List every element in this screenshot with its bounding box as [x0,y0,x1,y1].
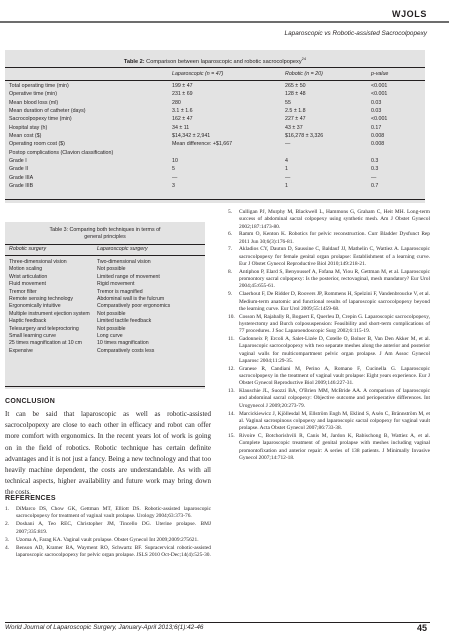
table-row [5,340,205,347]
table-3-header-rule [5,255,205,256]
table-2-bottom-rule [5,199,425,200]
table-cell: Mean blood loss (ml) [9,99,59,106]
table-cell: 34 ± 11 [172,124,190,131]
table-2-header-cell: p-value [371,71,389,77]
table-cell: Total operating time (min) [9,83,69,89]
table-cell: 1 [285,166,288,173]
table-cell: 0.3 [371,166,379,173]
reference-number: 1. [5,506,10,512]
table-3-header-cell: Robotic surgery [9,246,47,252]
table-cell: $14,342 ± 2,941 [172,133,211,140]
reference-text: Klauschie JL, Suozzi BA, O'Brien MM, McBride AA. A comparison of laparoscopic and abdominal sacral colpopexy: Objective outcome and perioperative differences. Int Urogynecol J 2009;20:273-79. [239,388,430,409]
table-cell: 265 ± 50 [285,83,306,89]
table-cell: 0.008 [371,133,385,140]
table-cell: Sacrocolpopexy time (min) [9,116,72,123]
table-cell: Grade IIIB [9,183,34,190]
reference-text: Marcickiewicz J, Kjöllesdal M, Ellström Engh M, Eklind S, Axén C, Brännström M, et al. Vaginal sacrospinous colpopexy and laparoscopic sacral colpopexy for vaginal vault prolapse. Acta Obstet Gynecol 2007;86:733-38. [239,410,430,432]
table-2-header-cell: Robotic (n = 20) [285,71,323,77]
table-3-top-rule [5,244,205,245]
table-2-header-cell: Laparoscopic (n = 47) [172,71,224,77]
table-row [5,266,205,273]
table-cell: 10 times magnification [97,340,149,347]
table-row [5,318,205,325]
reference-item [5,506,211,521]
reference-number: 7. [228,246,233,253]
table-2-caption-label: Table 2: [123,58,145,65]
reference-number: 12. [228,365,235,372]
table-2-caption-sup: 24 [301,56,307,61]
table-row [5,133,425,141]
table-row [5,348,205,355]
table-cell: Mean duration of catheter (days) [9,108,86,115]
table-cell: 3 [172,183,175,190]
conclusion-heading: CONCLUSION [5,398,56,405]
table-row [5,183,425,191]
reference-number: 4. [5,544,10,551]
table-row [5,150,425,158]
table-row [5,83,425,91]
reference-item [228,269,430,291]
table-cell: Tremor is magnified [97,288,143,295]
table-cell: 2.5 ± 1.8 [285,108,306,115]
table-cell: Comparatively poor ergonomics [97,303,171,310]
table-2-body [5,83,425,191]
reference-text: Granese R, Candiani M, Perino A, Romano F, Cucinella G. Laparoscopic sacrocolpopexy in the treatment of vaginal vault prolapse: Eight years experience. Eur J Obstet Gynecol Reproductive Biol 2009;146:227-31. [239,365,430,387]
reference-item [228,231,430,246]
reference-number: 6. [228,231,233,238]
table-cell: 5 [172,166,175,173]
table-2 [5,50,425,203]
table-cell: Wrist articulation [9,273,48,280]
table-cell: Multiple instrument ejection system [9,310,90,317]
table-row [5,274,205,281]
table-cell: 0.7 [371,183,379,190]
reference-number: 14. [228,410,235,417]
table-cell: — [285,174,291,181]
table-cell: 43 ± 37 [285,124,303,131]
table-row [5,175,425,183]
table-cell: Grade IIIA [9,174,34,181]
table-2-caption [5,56,425,65]
table-row [5,125,425,133]
table-cell: 280 [172,99,181,106]
table-row [5,158,425,166]
table-3-body [5,259,205,355]
table-row [5,311,205,318]
table-row [5,141,425,149]
table-cell: <0.001 [371,116,388,123]
table-cell: Postop complications (Clavion classification) [9,149,114,156]
reference-item [228,314,430,336]
table-cell: 1 [285,183,288,190]
reference-number: 2. [5,521,10,528]
table-cell: — [371,174,377,181]
table-cell: — [172,174,178,181]
reference-item [228,336,430,365]
table-row [5,303,205,310]
reference-item [228,209,430,231]
conclusion-paragraph: It can be said that laparoscopic as well as robotic-assisted sacrocolpopexy are close to each other in efficacy and robot can offer more comfort with ergonomics. In the recent years lot of work is going on in the field of robotics. Robotic technique has certain definite advantages and it is not just a fancy. Being a new technology and that too heavily machine dependent, the costs are understandable. As with all technical aspects, higher availability and future work may bring down the costs. [5,410,211,497]
table-row [5,281,205,288]
table-cell: 0.3 [371,158,379,165]
table-3-header-cell: Laparoscopic surgery [97,246,148,252]
table-row [5,91,425,99]
table-cell: Limited range of movement [97,273,160,280]
table-cell: Mean difference: +$1,667 [172,141,233,148]
table-cell: 0.03 [371,108,382,115]
reference-text: DiMarco DS, Chow GK, Gettman MT, Elliott DS. Robotic-assisted laparoscopic sacrocolpopexy for treatment of vaginal vault prolapse. Urology 2004;63:373-76. [16,506,211,520]
table-cell: 162 ± 47 [172,116,193,123]
table-cell: 55 [285,99,291,106]
reference-text: Claerhout F, De Ridder D, Roovers JP, Rommens H, Spelzini F, Vandenbroucke V, et al. Medium-term anatomic and functional results of laparoscopic sacrocolpopexy beyond the learning curve. Eur Urol 2009;55:1459-68. [239,291,430,312]
reference-text: Rivoire C, Botchorishvili R, Canis M, Jardon K, Rabischong B, Wattiez A, et al. Complete laparoscopic treatment of genital prolapse with meshes including vaginal promontofixation and anterior repair: A series of 138 patients. J Minimally Invasive Gynecol 2007;14:712-18. [239,432,430,461]
table-row [5,326,205,333]
reference-item [228,388,430,410]
table-row [5,116,425,124]
table-cell: Grade I [9,158,27,165]
table-cell: 4 [285,158,288,165]
table-2-header [5,71,425,80]
table-cell: Not possible [97,266,126,273]
journal-logo: WJOLS [391,9,427,19]
reference-item [228,366,430,388]
table-cell: Comparatively costs less [97,347,155,354]
table-3-caption-line: Table 3: Comparing both techniques in terms of [49,227,161,233]
reference-number: 15. [228,432,235,439]
table-3-header [5,246,205,254]
table-cell: Hospital stay (h) [9,124,48,131]
reference-number: 5. [228,209,233,215]
reference-item [228,411,430,433]
page-number: 45 [416,623,427,633]
table-cell: Operating room cost ($) [9,141,65,148]
table-2-header-rule [5,80,425,81]
table-3-caption-line: general principles [84,234,126,240]
table-cell: Motion scaling [9,266,43,273]
references-list-left [5,506,211,560]
reference-item [228,291,430,313]
table-cell: 128 ± 48 [285,91,306,98]
table-cell: Grade II [9,166,29,173]
reference-item [5,545,211,560]
table-cell: Not possible [97,310,126,317]
reference-number: 9. [228,291,233,298]
table-cell: Fluid movement [9,281,46,288]
table-cell: 0.17 [371,124,382,131]
reference-number: 3. [5,536,10,543]
table-row [5,108,425,116]
table-cell: Telesurgery and teleproctoring [9,325,79,332]
reference-text: Akladios CY, Dautun D, Saussine C, Baldauf JJ, Mathelin C, Wattiez A. Laparoscopic sacrocolpopexy for female genital organ prolapse: Establishment of a learning curve. Eur J Obstet Gynecol Reproductive Biol 2010;149:218-21. [239,246,430,268]
table-cell: 0.008 [371,141,385,148]
reference-text: Benson AD, Kramer BA, Wayment RO, Schwartz BF. Supracervical robotic-assisted laparoscopic sacrocolpopexy for pelvic organ prolapse. JSLS 2010 Oct-Dec;14(4):525-30. [16,544,211,558]
reference-item [5,537,211,544]
table-cell: Three-dimensional vision [9,259,67,265]
table-row [5,289,205,296]
table-2-top-rule [5,67,425,68]
table-cell: Ergonomically intuitive [9,303,61,310]
references-heading: REFERENCES [5,495,56,502]
reference-text: Cosson M, Rajabally R, Bogaert E, Querleu D, Crepin G. Laparoscopic sacrocolpopexy, hysterectomy and Burch colposuspension: Feasibility and short-term complications of 77 procedures. J Soc Laparoendoscopic Surg 2002;6:115-19. [239,313,430,335]
table-cell: Remote sensing technology [9,296,74,303]
footer-citation: World Journal of Laparoscopic Surgery, January-April 2013;6(1):42-46 [5,624,204,631]
running-title: Laparoscopic vs Robotic-assisted Sacrocolpopexy [284,30,427,37]
table-3-caption [5,227,205,241]
reference-item [228,246,430,268]
reference-text: Uzoma A, Farag KA. Vaginal vault prolapse. Obstet Gynecol Int 2009;2009:275621. [16,536,199,543]
table-cell: Long curve [97,333,123,340]
table-row [5,100,425,108]
table-cell: $16,278 ± 3,326 [285,133,324,140]
table-cell: 199 ± 47 [172,83,193,89]
table-cell: 227 ± 47 [285,116,306,123]
table-cell: Haptic feedback [9,318,47,325]
reference-item [5,521,211,536]
table-cell: 3.1 ± 1.6 [172,108,193,115]
header-rule [0,21,449,23]
reference-number: 10. [228,313,235,320]
table-cell: Two-dimensional vision [97,259,151,265]
table-cell: 231 ± 69 [172,91,193,98]
table-row [5,166,425,174]
table-cell: <0.001 [371,83,388,89]
table-cell: Not possible [97,325,126,332]
table-cell: Small learning curve [9,333,56,340]
reference-text: Gadonneix P, Ercoli A, Salet-Lizée D, Cotelle O, Bolner B, Van Den Akker M, et al. Laparoscopic sacrocolpopexy with two separate meshes along the anterior and posterior vaginal walls for multicompartment pelvic organ prolapse. J Am Assoc Gynecol Laparosc 2004;11:29-35. [239,336,430,364]
table-2-caption-text: Comparison between laparoscopic and robotic sacrocolpopexy [146,58,302,65]
table-cell: Mean cost ($) [9,133,42,140]
table-row [5,333,205,340]
table-cell: 25 times magnification at 10 cm [9,340,82,347]
table-cell: <0.001 [371,91,388,98]
reference-text: Antiphon P, Elard S, Benyoussef A, Fofana M, Yiou R, Gettman M, et al. Laparoscopic promontory sacral colpopexy: Is the posterior, rectovaginal, mesh mandatory? Eur Urol 2004;45:655-61. [239,268,430,290]
table-cell: 0.03 [371,99,382,106]
reference-text: Ramm O, Kenton K. Robotics for pelvic reconstruction. Curr Bladder Dysfunct Rep 2011 Jun 30;6(3):176-81. [239,231,430,245]
reference-number: 8. [228,268,233,275]
reference-number: 13. [228,388,235,395]
table-cell: — [285,141,291,148]
reference-text: Doshani A, Teo REC, Christopher JM, Tincello DG. Uterine prolapse. BMJ 2007;335:819. [16,521,211,535]
table-cell: Limited tactile feedback [97,318,152,325]
table-cell: Rigid movement [97,281,135,288]
table-row [5,259,205,266]
table-cell: Expensive [9,347,33,354]
table-cell: Tremor filter [9,288,37,295]
reference-text: Culligan PJ, Murphy M, Blackwell L, Hammons G, Graham C, Heit MH. Long-term success of abdominal sacral colpopexy using synthetic mesh. Am J Obstet Gynecol 2002;187:1473-80. [239,209,430,230]
table-cell: Operative time (min) [9,91,57,98]
table-3 [5,222,205,389]
table-row [5,296,205,303]
reference-item [228,433,430,462]
reference-number: 11. [228,336,235,343]
references-list-right [228,209,430,463]
table-cell: Abdominal wall is the fulcrum [97,296,165,303]
footer-rule [5,622,430,623]
table-3-bottom-rule [5,386,205,387]
table-cell: 10 [172,158,178,165]
